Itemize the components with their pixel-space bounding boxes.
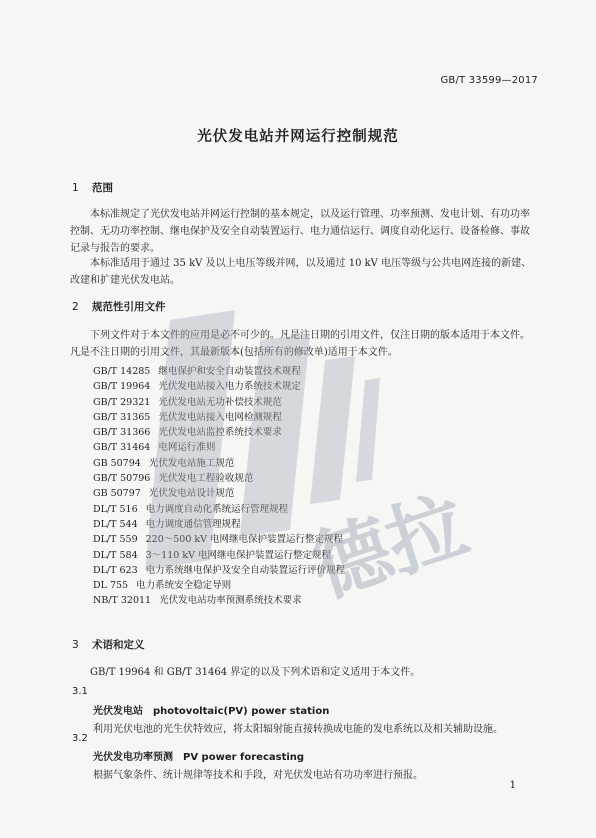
term-definition: 根据气象条件、统计规律等技术和手段，对光伏发电站有功功率进行预报。 (93, 770, 423, 781)
page-number: 1 (509, 780, 516, 791)
term-heading (93, 702, 329, 717)
reference-code: DL/T 584 (93, 549, 138, 561)
reference-code: GB/T 29321 (93, 396, 151, 408)
reference-item (93, 471, 345, 486)
reference-item (93, 517, 345, 532)
reference-item (93, 548, 345, 563)
reference-code: GB/T 14285 (93, 366, 151, 377)
reference-name: 光伏发电站功率预测系统技术要求 (159, 595, 302, 607)
reference-name: 电力调度自动化系统运行管理规程 (145, 503, 289, 515)
reference-item (93, 364, 345, 379)
reference-list (93, 364, 345, 609)
term-number: 3.2 (72, 733, 88, 744)
term-number: 3.1 (72, 686, 88, 697)
reference-name: 光伏发电站监控系统技术要求 (158, 427, 282, 439)
reference-name: 光伏发电站设计规范 (148, 488, 235, 500)
reference-name: 电力系统继电保护及安全自动装置运行评价规程 (145, 564, 346, 576)
reference-name: 光伏发电工程验收规范 (158, 473, 254, 485)
reference-code: GB 50797 (93, 488, 141, 500)
reference-code: GB/T 50796 (93, 473, 151, 485)
normative-intro: 下列文件对于本文件的应用是必不可少的。凡是注日期的引用文件，仅注日期的版本适用于本文件。凡是不注日期的引用文件，其最新版本(包括所有的修改单)适用于本文件。 (70, 330, 530, 358)
reference-item (93, 456, 345, 471)
term-chinese: 光伏发电功率预测 (93, 752, 173, 763)
reference-code: GB/T 31464 (93, 442, 151, 454)
reference-item (93, 440, 345, 455)
section-title: 术语和定义 (92, 639, 145, 651)
reference-name: 光伏发电站施工规范 (148, 457, 235, 469)
section-title: 范围 (92, 182, 113, 194)
reference-code: DL/T 544 (93, 518, 138, 530)
section-number: 3 (72, 639, 79, 651)
reference-item (93, 578, 345, 593)
reference-code: GB 50794 (93, 457, 141, 469)
reference-code: GB/T 31366 (93, 427, 151, 439)
section-title: 规范性引用文件 (92, 301, 166, 313)
reference-item (93, 410, 345, 425)
term-english: photovoltaic(PV) power station (153, 706, 330, 717)
reference-name: 220～500 kV 电网继电保护装置运行整定规程 (145, 534, 344, 546)
section-heading-scope (72, 180, 113, 195)
reference-item (93, 395, 345, 410)
reference-name: 电力调度通信管理规程 (145, 518, 241, 530)
term-english: PV power forecasting (183, 752, 305, 763)
reference-item (93, 425, 345, 440)
reference-code: GB/T 31365 (93, 411, 151, 423)
term-chinese: 光伏发电站 (93, 706, 143, 717)
document-title: 光伏发电站并网运行控制规范 (197, 129, 399, 145)
reference-item (93, 593, 345, 608)
section-number: 1 (72, 182, 79, 194)
reference-name: 电力系统安全稳定导则 (136, 580, 232, 592)
reference-name: 光伏发电站无功补偿技术规范 (158, 396, 282, 408)
reference-item (93, 532, 345, 547)
scope-paragraph-2: 本标准适用于通过 35 kV 及以上电压等级并网，以及通过 10 kV 电压等级与公共电网连接的新建、改建和扩建光伏发电站。 (70, 258, 532, 286)
reference-name: 光伏发电站接入电力系统技术规定 (158, 381, 301, 393)
watermark-text: 德拉 (301, 480, 478, 615)
reference-code: NB/T 32011 (93, 595, 152, 607)
reference-code: DL/T 623 (93, 564, 138, 576)
reference-name: 3～110 kV 电网继电保护装置运行整定规程 (145, 549, 331, 561)
term-definition: 利用光伏电池的光生伏特效应，将太阳辐射能直接转换成电能的发电系统以及相关辅助设施。 (93, 724, 503, 735)
terms-intro: GB/T 19964 和 GB/T 31464 界定的以及下列术语和定义适用于本文件。 (90, 667, 421, 678)
reference-name: 光伏发电站接入电网检测规程 (158, 411, 282, 423)
term-heading (93, 748, 304, 763)
reference-item (93, 486, 345, 501)
reference-item (93, 379, 345, 394)
reference-code: GB/T 19964 (93, 381, 151, 393)
reference-code: DL/T 516 (93, 503, 138, 515)
section-heading-normative-references (72, 299, 166, 314)
reference-item (93, 563, 345, 578)
section-number: 2 (72, 301, 79, 313)
reference-name: 电网运行准则 (158, 442, 216, 454)
reference-name: 继电保护和安全自动装置技术规程 (158, 366, 301, 377)
reference-code: DL/T 559 (93, 534, 138, 546)
reference-code: DL 755 (93, 580, 129, 592)
section-heading-terms (72, 637, 145, 652)
standard-code: GB/T 33599—2017 (440, 75, 538, 86)
scope-paragraph-1: 本标准规定了光伏发电站并网运行控制的基本规定，以及运行管理、功率预测、发电计划、有功功率控制、无功功率控制、继电保护及安全自动装置运行、电力通信运行、调度自动化运行、设备检修、事故记录与报告的要求。 (70, 209, 530, 254)
reference-item (93, 502, 345, 517)
